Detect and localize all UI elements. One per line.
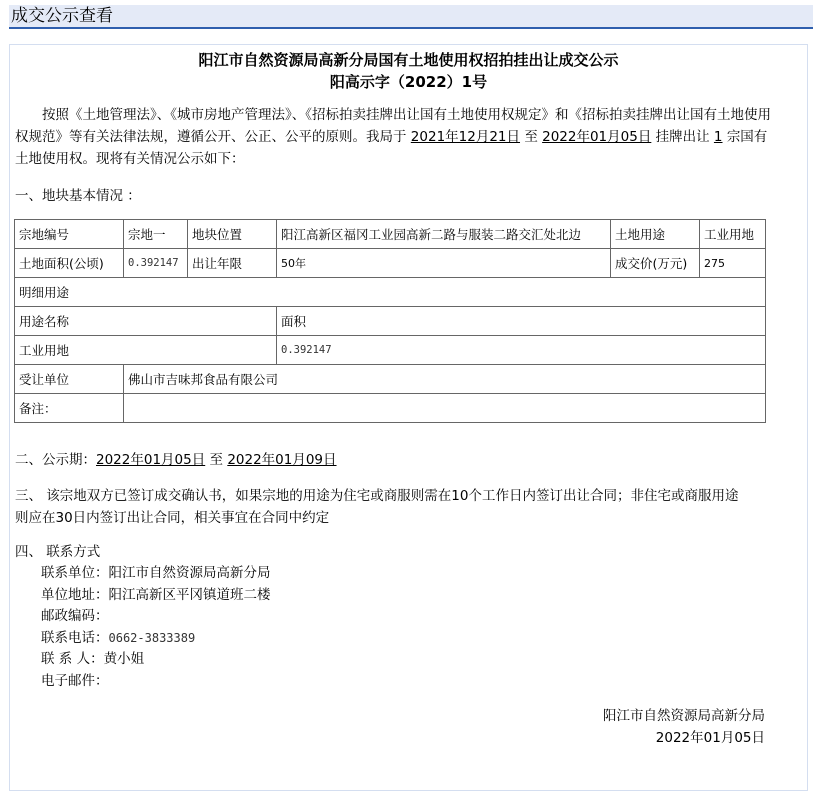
intro-text-2: 挂牌出让 [655,129,710,145]
contact-value: 黄小姐 [103,651,145,667]
notice-to: 至 [209,452,224,468]
section2-notice-period [15,449,771,471]
use-name-header: 用途名称 [15,307,277,336]
transferee-value: 佛山市吉味邦食品有限公司 [124,365,766,394]
detail-use-label: 明细用途 [15,278,766,307]
contact-postcode [41,606,271,628]
signature-org: 阳江市自然资源局高新分局 [603,708,765,724]
parcel-id-label: 宗地编号 [15,220,124,249]
location-value: 阳江高新区福冈工业园高新二路与服装二路交汇处北边 [277,220,611,249]
section4-heading: 四、 联系方式 [15,544,101,560]
land-use-label: 土地用途 [611,220,700,249]
remarks-label: 备注： [15,394,124,423]
price-label: 成交价(万元) [611,249,700,278]
contact-label: 联系电话： [41,629,109,646]
notice-start-date: 2022年01月05日 [96,452,206,468]
contact-list [41,563,271,692]
parcel-id-value: 宗地一 [124,220,188,249]
parcel-info-table [14,219,766,423]
remarks-value [124,394,766,423]
transferee-label: 受让单位 [15,365,124,394]
table-row [15,307,766,336]
contract-terms-line-2: 则应在30日内签订出让合同，相关事宜在合同中约定 [15,510,330,526]
use-area-value: 0.392147 [277,336,766,365]
table-row [15,220,766,249]
contact-unit [41,563,271,585]
term-value: 50年 [277,249,611,278]
contact-phone [41,628,271,650]
contact-person [41,649,271,671]
land-area-value: 0.392147 [124,249,188,278]
location-label: 地块位置 [188,220,277,249]
signature-date: 2022年01月05日 [655,730,765,746]
intro-text-3: 宗国有土地使用权。现将有关情况公示如下： [15,129,768,167]
announcement-container [9,44,808,791]
table-row [15,278,766,307]
contact-label: 电子邮件： [41,672,109,689]
contract-terms-line-1: 三、 该宗地双方已签订成交确认书，如果宗地的用途为住宅或商服则需在10个工作日内签订出让合同；非住宅或商服用途 [15,488,739,504]
contact-label: 联系单位： [41,565,109,581]
parcel-count: 1 [713,129,723,145]
page-header-bar [9,5,813,29]
contact-value: 0662-3833389 [108,630,196,645]
price-value: 275 [700,249,766,278]
contact-email [41,671,271,693]
contact-label: 邮政编码： [41,608,109,624]
intro-paragraph [15,104,771,170]
land-use-value: 工业用地 [700,220,766,249]
term-label: 出让年限 [188,249,277,278]
page-header-title: 成交公示查看 [11,6,113,26]
contact-label: 单位地址： [41,586,109,603]
table-row [15,249,766,278]
listing-end-date: 2022年01月05日 [542,129,652,145]
intro-text-1: 按照《土地管理法》、《城市房地产管理法》、《招标拍卖挂牌出让国有土地使用权规定》和《招标拍卖挂牌出让国有土地使用权规范》等有关法律法规，遵循公开、公正、公平的原则。我局于 [15,107,771,145]
notice-end-date: 2022年01月09日 [227,452,337,468]
listing-start-date: 2021年12月21日 [410,129,521,145]
section1-heading: 一、地块基本情况 ： [15,188,141,204]
notice-period-label: 二、公示期： [15,452,96,468]
announcement-title: 阳江市自然资源局高新分局国有土地使用权招拍挂出让成交公示 [198,51,619,69]
announcement-doc-number: 阳高示字（2022）1号 [329,73,488,91]
land-area-label: 土地面积(公顷) [15,249,124,278]
section3-contract-terms [15,485,771,529]
intro-to: 至 [524,129,538,145]
contact-address [41,585,271,607]
contact-value: 阳江高新区平冈镇道班二楼 [108,586,271,603]
use-area-header: 面积 [277,307,766,336]
table-row [15,394,766,423]
contact-value: 阳江市自然资源局高新分局 [108,565,271,581]
table-row [15,365,766,394]
contact-label: 联 系 人： [41,651,104,667]
table-row [15,336,766,365]
use-name-value: 工业用地 [15,336,277,365]
